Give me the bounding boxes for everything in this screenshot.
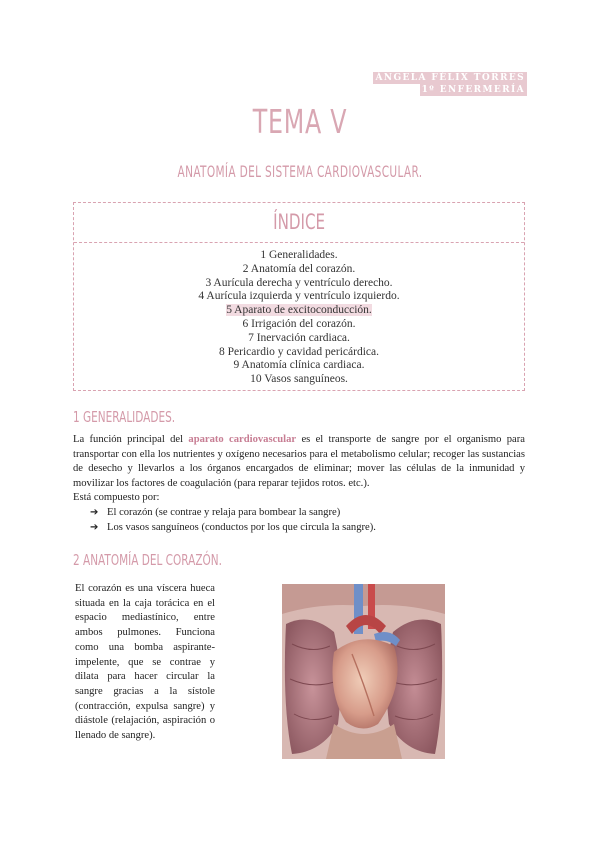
composition-list: [90, 506, 376, 535]
toc-item: [74, 318, 524, 332]
page-subtitle: ANATOMÍA DEL SISTEMA CARDIOVASCULAR.: [177, 162, 423, 181]
toc-item: [74, 263, 524, 277]
table-of-contents: [73, 202, 525, 391]
composed-by-label: Está compuesto por:: [73, 492, 160, 503]
toc-item: [74, 373, 524, 387]
toc-item: [74, 304, 524, 318]
intro-text-end: es el transporte de sangre por el organismo para transportar con ella los nutrientes y oxígeno necesarios para el metabolismo celular; recoger las sustancias de desecho y llevarlos a los órganos encargados de eliminar; mover las células de la inmunidad y movilizar los factores de coagulación (para reparar tejidos rotos. etc.).: [73, 434, 525, 489]
toc-item: [74, 249, 524, 263]
heart-anatomy-illustration: [282, 584, 445, 759]
list-item-text: Los vasos sanguíneos (conductos por los que circula la sangre).: [107, 521, 376, 533]
arrow-bullet-icon: ➔: [90, 521, 99, 533]
section-1-paragraph: [73, 433, 525, 491]
toc-item: [74, 290, 524, 304]
toc-item: [74, 359, 524, 373]
toc-item-label: 1 Generalidades.: [260, 249, 338, 261]
intro-text-start: La función principal del: [73, 434, 189, 445]
toc-item: [74, 346, 524, 360]
toc-item: [74, 277, 524, 291]
toc-item-label: 8 Pericardio y cavidad pericárdica.: [219, 345, 379, 358]
page-title: TEMA V: [252, 102, 348, 141]
intro-term: aparato cardiovascular: [188, 434, 297, 445]
toc-item-label: 9 Anatomía clínica cardiaca.: [233, 359, 365, 372]
toc-item-label: 6 Irrigación del corazón.: [242, 317, 356, 330]
toc-item-label: 2 Anatomía del corazón.: [242, 262, 356, 275]
toc-heading-box: [74, 203, 524, 243]
toc-list: [74, 249, 524, 387]
toc-heading: ÍNDICE: [272, 210, 325, 234]
toc-item-label: 4 Aurícula izquierda y ventrículo izquierdo.: [198, 290, 400, 303]
toc-item-label: 10 Vasos sanguíneos.: [250, 373, 348, 386]
section-2-heading: 2 ANATOMÍA DEL CORAZÓN.: [73, 551, 222, 569]
author-name: ÁNGELA FÉLIX TORRES: [375, 73, 525, 83]
list-item: [90, 506, 376, 521]
toc-item-label: 5 Aparato de excitoconducción.: [226, 304, 372, 317]
list-item-text: El corazón (se contrae y relaja para bombear la sangre): [107, 507, 341, 518]
author-block: [373, 72, 527, 96]
heart-description: El corazón es una víscera hueca situada en la caja torácica en el espacio mediastínico, entre ambos pulmones. Funciona como una bomba aspirante-impelente, que se contrae y dilata para hacer circular la sangre gracias a la sístole (contracción, expulsa sangre) y diástole (relajación, aspiración o llenado de sangre).: [75, 583, 215, 742]
toc-item: [74, 332, 524, 346]
list-item: [90, 521, 376, 536]
arrow-bullet-icon: ➔: [90, 507, 99, 518]
section-1-heading: 1 GENERALIDADES.: [73, 408, 176, 426]
toc-item-label: 7 Inervación cardiaca.: [248, 331, 350, 344]
toc-item-label: 3 Aurícula derecha y ventrículo derecho.: [205, 276, 393, 289]
author-course: 1º ENFERMERÍA: [421, 85, 525, 95]
